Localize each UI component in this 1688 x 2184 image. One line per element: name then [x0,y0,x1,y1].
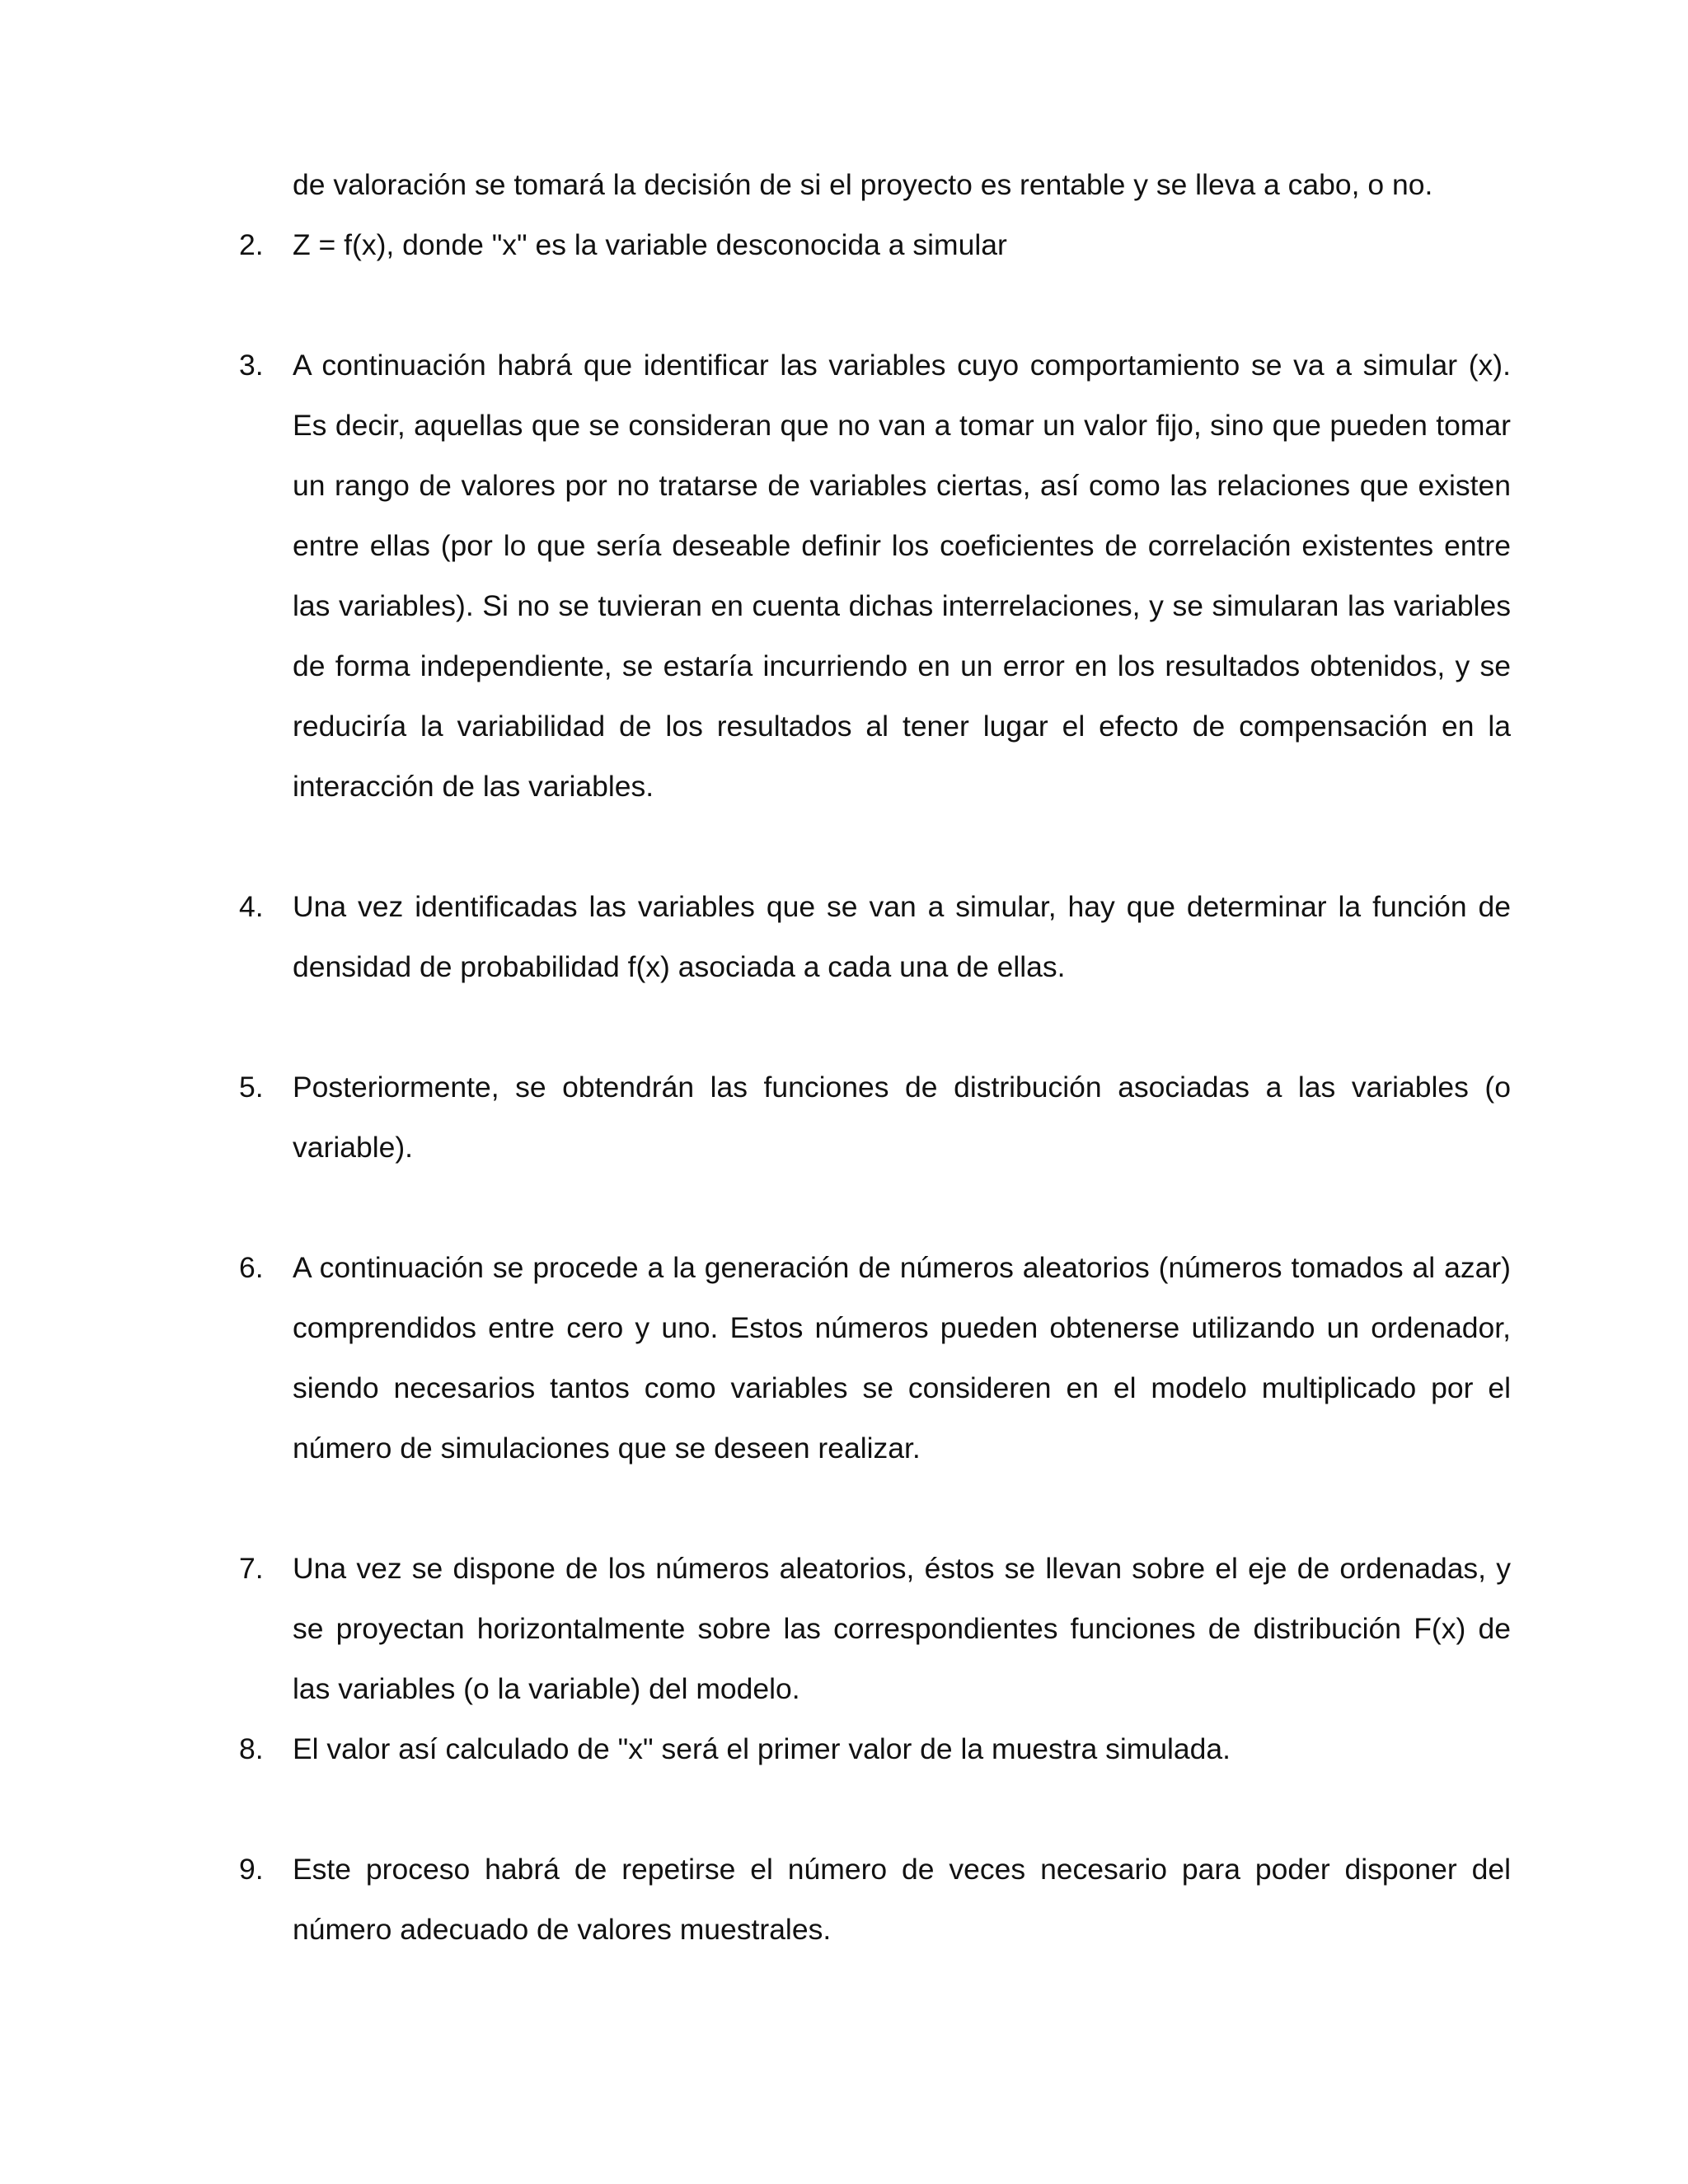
list-number: 2. [239,228,264,261]
list-item-text: El valor así calculado de "x" será el primer valor de la muestra simulada. [293,1732,1231,1765]
list-number: 8. [239,1732,264,1765]
list-item-9 [239,1840,1511,1960]
list-item-6 [239,1238,1511,1479]
list-number: 3. [239,349,264,382]
list-item-2 [239,215,1511,275]
list-number: 9. [239,1853,264,1886]
list-item-text: de valoración se tomará la decisión de si el proyecto es rentable y se lleva a cabo, o no. [293,168,1433,201]
list-number: 5. [239,1071,264,1104]
list-item-3 [239,335,1511,817]
list-item-text: A continuación habrá que identificar las variables cuyo comportamiento se va a simular (x). Es decir, aquellas que se consideran que no van a tomar un valor fijo, sino que pueden tomar un rango de valores por no tratarse de variables ciertas, así como las relaciones que existen entre ellas (por lo que sería deseable definir los coeficientes de correlación existentes entre las variables). Si no se tuvieran en cuenta dichas interrelaciones, y se simularan las variables de forma independiente, se estaría incurriendo en un error en los resultados obtenidos, y se reduciría la variabilidad de los resultados al tener lugar el efecto de compensación en la interacción de las variables. [293,349,1511,803]
list-item-continuation [239,155,1511,215]
list-item-7 [239,1539,1511,1719]
list-number: 6. [239,1251,264,1284]
numbered-step-list [239,155,1511,1960]
list-item-4 [239,877,1511,997]
list-item-text: Una vez se dispone de los números aleatorios, éstos se llevan sobre el eje de ordenadas, y se proyectan horizontalmente sobre las correspondientes funciones de distribución F(x) de las variables (o la variable) del modelo. [293,1552,1511,1705]
list-item-text: A continuación se procede a la generación de números aleatorios (números tomados al azar) comprendidos entre cero y uno. Estos números pueden obtenerse utilizando un ordenador, siendo necesarios tantos como variables se consideren en el modelo multiplicado por el número de simulaciones que se deseen realizar. [293,1251,1511,1465]
list-item-text: Este proceso habrá de repetirse el número de veces necesario para poder disponer del número adecuado de valores muestrales. [293,1853,1511,1946]
list-item-text: Z = f(x), donde "x" es la variable desconocida a simular [293,228,1007,261]
list-item-text: Posteriormente, se obtendrán las funciones de distribución asociadas a las variables (o variable). [293,1071,1511,1164]
list-item-text: Una vez identificadas las variables que se van a simular, hay que determinar la función de densidad de probabilidad f(x) asociada a cada una de ellas. [293,890,1511,983]
list-item-5 [239,1057,1511,1178]
list-item-8 [239,1719,1511,1779]
list-number: 7. [239,1552,264,1585]
list-number: 4. [239,890,264,923]
